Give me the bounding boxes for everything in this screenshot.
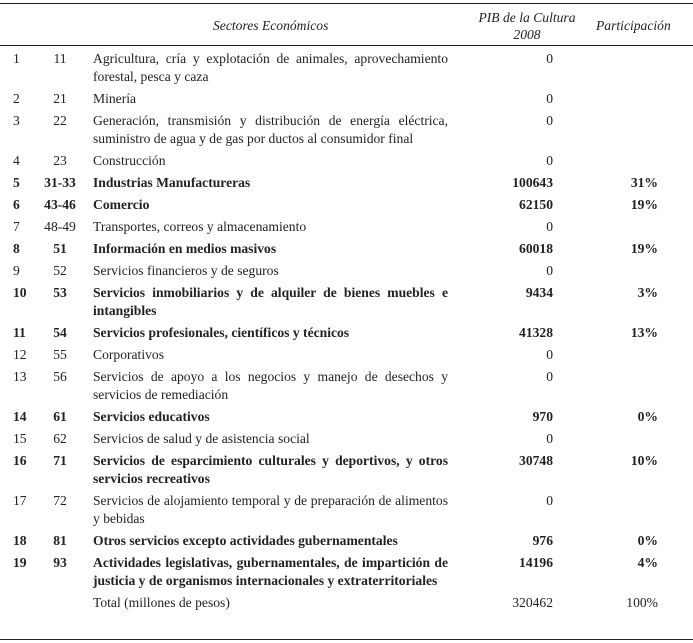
row-scian-code: 72 bbox=[53, 493, 67, 508]
row-sector-description: Transportes, correos y almacenamiento bbox=[93, 219, 307, 234]
total-participation: 100% bbox=[626, 595, 658, 610]
row-sector-description: Generación, transmisión y distribución de energía eléctrica, suministro de agua y de gas por ductos al consumidor final bbox=[93, 113, 448, 146]
table-row bbox=[0, 280, 693, 320]
table-row bbox=[0, 214, 693, 236]
row-number: 7 bbox=[13, 219, 20, 234]
row-sector-description: Otros servicios excepto actividades gubernamentales bbox=[93, 533, 398, 548]
table-row bbox=[0, 170, 693, 192]
row-pib-value: 0 bbox=[546, 91, 553, 106]
row-pib-value: 0 bbox=[546, 219, 553, 234]
table-header bbox=[0, 0, 693, 45]
header-pib bbox=[467, 9, 587, 43]
row-participation: 3% bbox=[637, 285, 658, 300]
row-sector-description: Corporativos bbox=[93, 347, 164, 362]
row-scian-code: 11 bbox=[53, 51, 67, 66]
row-scian-code: 56 bbox=[53, 369, 67, 384]
row-participation: 19% bbox=[630, 197, 658, 212]
table-row bbox=[0, 404, 693, 426]
row-number: 8 bbox=[13, 241, 20, 256]
row-pib-value: 14196 bbox=[519, 555, 553, 570]
row-sector-description: Servicios de esparcimiento culturales y deportivos, y otros servicios recreativos bbox=[93, 453, 448, 486]
table-row bbox=[0, 108, 693, 148]
row-participation: 31% bbox=[630, 175, 658, 190]
row-scian-code: 71 bbox=[53, 453, 67, 468]
row-pib-value: 60018 bbox=[519, 241, 553, 256]
table-row bbox=[0, 448, 693, 488]
row-number: 10 bbox=[13, 285, 27, 300]
header-participation: Participación bbox=[596, 18, 671, 33]
total-row bbox=[0, 590, 693, 612]
row-number: 3 bbox=[13, 113, 20, 128]
row-number: 15 bbox=[13, 431, 27, 446]
row-sector-description: Construcción bbox=[93, 153, 166, 168]
row-sector-description: Minería bbox=[93, 91, 137, 106]
row-pib-value: 0 bbox=[546, 153, 553, 168]
row-number: 17 bbox=[13, 493, 27, 508]
total-label: Total (millones de pesos) bbox=[93, 595, 230, 610]
row-scian-code: 22 bbox=[53, 113, 67, 128]
row-sector-description: Servicios financieros y de seguros bbox=[93, 263, 279, 278]
row-scian-code: 51 bbox=[53, 241, 67, 256]
row-sector-description: Servicios educativos bbox=[93, 409, 210, 424]
table-row bbox=[0, 86, 693, 108]
row-sector-description: Servicios de salud y de asistencia social bbox=[93, 431, 310, 446]
row-sector-description: Comercio bbox=[93, 197, 150, 212]
table-row bbox=[0, 46, 693, 86]
table-row bbox=[0, 550, 693, 590]
total-pib: 320462 bbox=[512, 595, 553, 610]
row-participation: 19% bbox=[630, 241, 658, 256]
row-pib-value: 0 bbox=[546, 493, 553, 508]
row-pib-value: 970 bbox=[532, 409, 553, 424]
table-row bbox=[0, 148, 693, 170]
header-pib-line1: PIB de la Cultura bbox=[478, 10, 576, 25]
table-row bbox=[0, 364, 693, 404]
row-scian-code: 31-33 bbox=[44, 175, 76, 190]
row-sector-description: Industrias Manufactureras bbox=[93, 175, 251, 190]
row-number: 9 bbox=[13, 263, 20, 278]
row-pib-value: 976 bbox=[532, 533, 553, 548]
table-row bbox=[0, 528, 693, 550]
row-scian-code: 52 bbox=[53, 263, 67, 278]
row-pib-value: 0 bbox=[546, 51, 553, 66]
row-participation: 13% bbox=[630, 325, 658, 340]
table-row bbox=[0, 236, 693, 258]
row-sector-description: Servicios profesionales, científicos y técnicos bbox=[93, 325, 350, 340]
row-scian-code: 54 bbox=[53, 325, 67, 340]
table-row bbox=[0, 488, 693, 528]
row-number: 16 bbox=[13, 453, 27, 468]
table-row bbox=[0, 342, 693, 364]
row-pib-value: 9434 bbox=[525, 285, 553, 300]
row-pib-value: 100643 bbox=[512, 175, 553, 190]
row-sector-description: Servicios de alojamiento temporal y de preparación de alimentos y bebidas bbox=[93, 493, 448, 526]
header-pib-line2: 2008 bbox=[513, 27, 541, 42]
row-pib-value: 0 bbox=[546, 113, 553, 128]
row-scian-code: 55 bbox=[53, 347, 67, 362]
row-scian-code: 43-46 bbox=[44, 197, 76, 212]
table-row bbox=[0, 258, 693, 280]
row-number: 19 bbox=[13, 555, 27, 570]
row-number: 1 bbox=[13, 51, 20, 66]
table-row bbox=[0, 426, 693, 448]
table-body bbox=[0, 46, 693, 612]
row-scian-code: 62 bbox=[53, 431, 67, 446]
row-participation: 4% bbox=[637, 555, 658, 570]
row-scian-code: 81 bbox=[53, 533, 67, 548]
bottom-rule bbox=[0, 639, 693, 640]
row-participation: 0% bbox=[637, 533, 658, 548]
row-pib-value: 62150 bbox=[519, 197, 553, 212]
row-number: 12 bbox=[13, 347, 27, 362]
row-sector-description: Agricultura, cría y explotación de animales, aprovechamiento forestal, pesca y caza bbox=[93, 51, 448, 84]
row-pib-value: 30748 bbox=[519, 453, 553, 468]
row-participation: 0% bbox=[637, 409, 658, 424]
row-scian-code: 61 bbox=[53, 409, 67, 424]
row-scian-code: 21 bbox=[53, 91, 67, 106]
row-pib-value: 0 bbox=[546, 369, 553, 384]
row-scian-code: 48-49 bbox=[44, 219, 76, 234]
row-number: 6 bbox=[13, 197, 20, 212]
row-participation: 10% bbox=[630, 453, 658, 468]
table-row bbox=[0, 320, 693, 342]
row-number: 13 bbox=[13, 369, 27, 384]
row-sector-description: Información en medios masivos bbox=[93, 241, 277, 256]
row-scian-code: 23 bbox=[53, 153, 67, 168]
row-sector-description: Actividades legislativas, gubernamentales, de impartición de justicia y de organismos internacionales y extraterritoriales bbox=[93, 555, 448, 588]
row-number: 4 bbox=[13, 153, 20, 168]
row-sector-description: Servicios de apoyo a los negocios y manejo de desechos y servicios de remediación bbox=[93, 369, 448, 402]
row-pib-value: 0 bbox=[546, 263, 553, 278]
row-scian-code: 53 bbox=[53, 285, 67, 300]
row-number: 14 bbox=[13, 409, 27, 424]
header-sectors: Sectores Económicos bbox=[213, 18, 329, 33]
row-sector-description: Servicios inmobiliarios y de alquiler de bienes muebles e intangibles bbox=[93, 285, 448, 318]
row-number: 11 bbox=[13, 325, 26, 340]
table-row bbox=[0, 192, 693, 214]
row-number: 18 bbox=[13, 533, 27, 548]
row-number: 2 bbox=[13, 91, 20, 106]
row-pib-value: 0 bbox=[546, 431, 553, 446]
row-pib-value: 41328 bbox=[519, 325, 553, 340]
row-number: 5 bbox=[13, 175, 20, 190]
row-pib-value: 0 bbox=[546, 347, 553, 362]
row-scian-code: 93 bbox=[53, 555, 67, 570]
